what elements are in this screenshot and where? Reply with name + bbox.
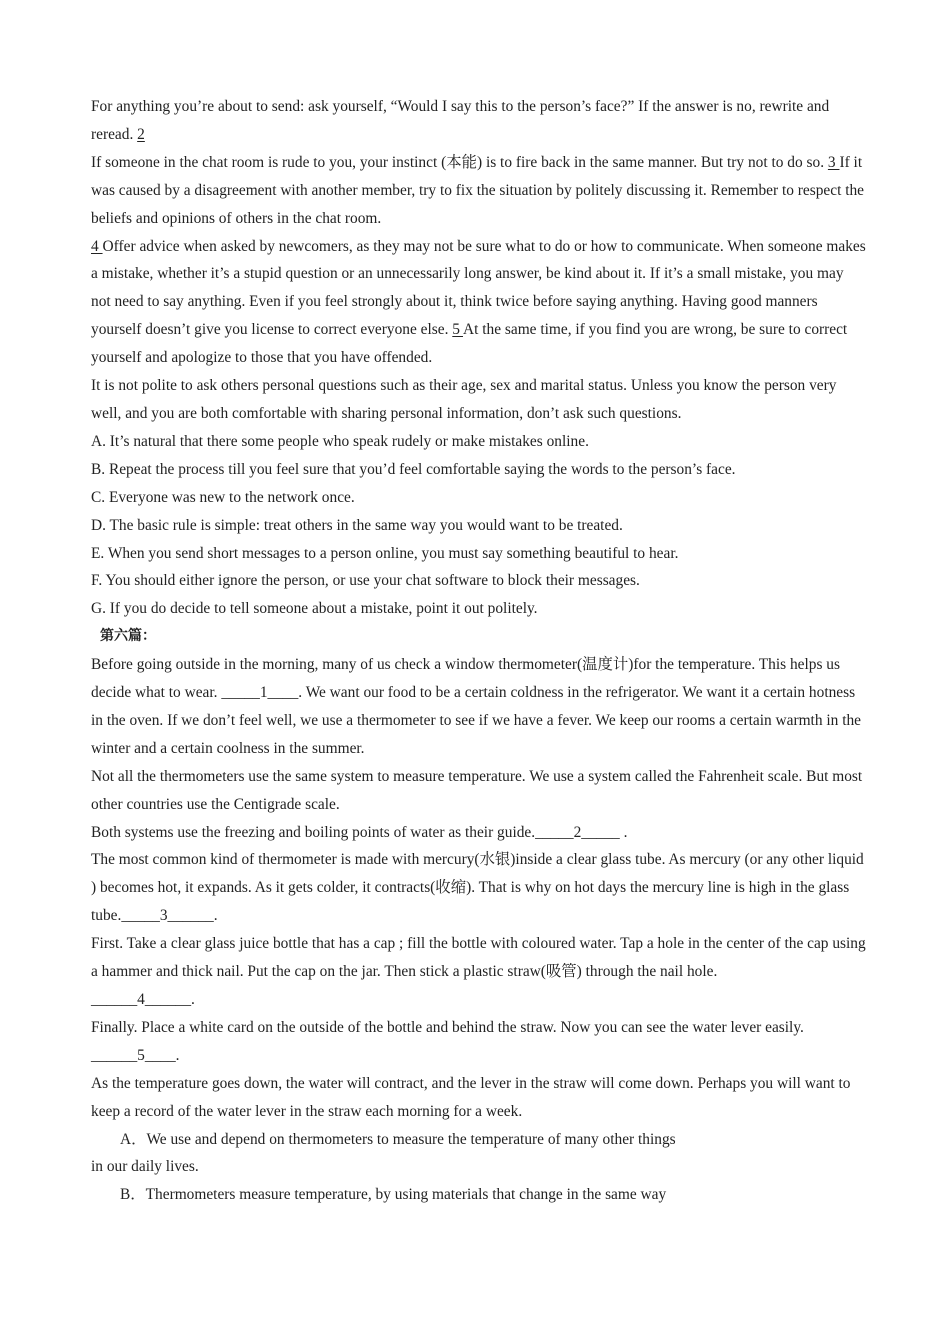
passage5-p2-text-a: If someone in the chat room is rude to you, your instinct (本能) is to fire back in the same manner. But try not to do so.: [91, 153, 828, 171]
blank-4: 4: [91, 237, 103, 255]
passage5-p3-text-b: At the same time, if you find you are wrong, be sure to correct yourself and apologize to those that you have offended.: [91, 321, 848, 367]
passage5-paragraph-2: [91, 149, 866, 233]
blank-2: 2: [137, 125, 145, 143]
passage6-paragraph-2: Not all the thermometers use the same system to measure temperature. We use a system called the Fahrenheit scale. But most other countries use the Centigrade scale.: [91, 767, 863, 813]
passage5-p3-text-a: Offer advice when asked by newcomers, as they may not be sure what to do or how to communicate. When someone makes a mistake, whether it’s a stupid question or an unnecessarily long answer, be kind about it. If it’s a small mistake, you may not need to say anything. Even if you feel strongly about it, think twice before saying anything. Having good manners yourself doesn’t give you license to correct everyone else.: [91, 237, 866, 339]
passage6-paragraph-7: Finally. Place a white card on the outside of the bottle and behind the straw. Now you can see the water lever easily.: [91, 1018, 804, 1036]
passage6-paragraph-1: Before going outside in the morning, many of us check a window thermometer(温度计)for the temperature. This helps us decide what to wear. _____1____. We want our food to be a certain coldness in the refrigerator. We want it a certain hotness in the oven. If we don’t feel well, we use a thermometer to see if we have a fever. We keep our rooms a certain warmth in the winter and a certain coolness in the summer.: [91, 656, 861, 757]
passage6-option-b-line-1: B．Thermometers measure temperature, by using materials that change in the same way: [120, 1186, 667, 1204]
document-page: [91, 93, 866, 1209]
option-e: E. When you send short messages to a person online, you must say something beautiful to hear.: [91, 544, 679, 562]
option-a: A. It’s natural that there some people who speak rudely or make mistakes online.: [91, 432, 589, 450]
passage5-p1-text: For anything you’re about to send: ask yourself, “Would I say this to the person’s face?” If the answer is no, rewrite and reread.: [91, 98, 830, 143]
passage6-option-a-line-2: in our daily lives.: [91, 1158, 199, 1176]
blank-line-4: ______4______.: [91, 991, 195, 1008]
passage6-paragraph-4: The most common kind of thermometer is made with mercury(水银)inside a clear glass tube. As mercury (or any other liquid ) becomes hot, it expands. As it gets colder, it contracts(收缩). That is why on hot days the mercury line is high in the glass tube._____3______.: [91, 851, 864, 925]
blank-5: 5: [452, 321, 463, 339]
passage6-paragraph-5: First. Take a clear glass juice bottle that has a cap ; fill the bottle with coloured water. Tap a hole in the center of the cap using a hammer and thick nail. Put the cap on the jar. Then stick a plastic straw(吸管) through the nail hole.: [91, 935, 866, 981]
blank-line-5: ______5____.: [91, 1046, 180, 1064]
option-g: G. If you do decide to tell someone about a mistake, point it out politely.: [91, 600, 538, 618]
passage6-paragraph-9: As the temperature goes down, the water will contract, and the lever in the straw will come down. Perhaps you will want to keep a record of the water lever in the straw each morning for a week.: [91, 1074, 851, 1120]
passage5-paragraph-1: [91, 93, 866, 149]
blank-3: 3: [827, 153, 840, 171]
option-f: F. You should either ignore the person, or use your chat software to block their messages.: [91, 572, 640, 590]
passage5-paragraph-3: [91, 233, 866, 373]
passage6-option-a-line-1: A．We use and depend on thermometers to measure the temperature of many other things: [120, 1130, 676, 1148]
passage5-p2-text-b: If it was caused by a disagreement with another member, try to fix the situation by politely discussing it. Remember to respect the beliefs and opinions of others in the chat room.: [91, 153, 864, 227]
passage6-paragraph-3: Both systems use the freezing and boiling points of water as their guide._____2_____ .: [91, 823, 628, 841]
passage5-paragraph-4: It is not polite to ask others personal questions such as their age, sex and marital status. Unless you know the person very well, and you are both comfortable with sharing personal information, don’t ask such questions.: [91, 377, 837, 422]
option-c: C. Everyone was new to the network once.: [91, 488, 355, 506]
section-heading: 第六篇：: [100, 628, 156, 645]
option-d: D. The basic rule is simple: treat others in the same way you would want to be treated.: [91, 516, 623, 534]
option-b: B. Repeat the process till you feel sure that you’d feel comfortable saying the words to the person’s face.: [91, 460, 736, 478]
